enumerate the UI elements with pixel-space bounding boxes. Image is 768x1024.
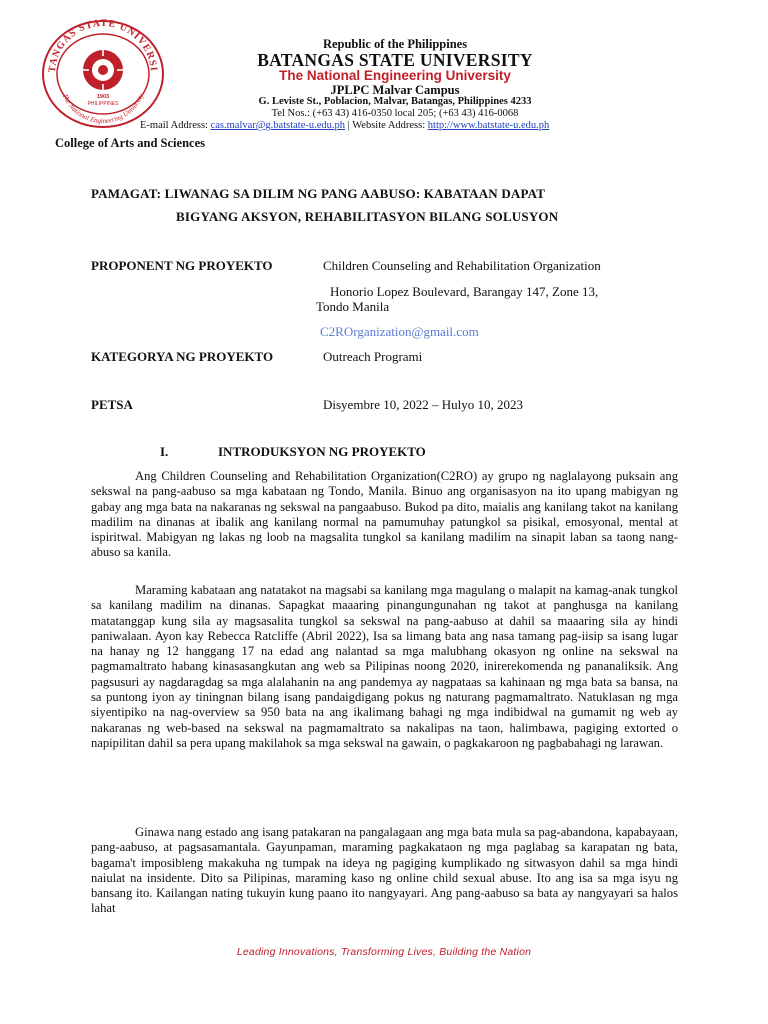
section-title: INTRODUKSYON NG PROYEKTO: [218, 444, 426, 459]
college-name: College of Arts and Sciences: [55, 136, 205, 150]
address-line-1: Honorio Lopez Boulevard, Barangay 147, Zone 13,: [330, 284, 599, 299]
section-number: I.: [160, 444, 169, 459]
petsa-label: PETSA: [91, 397, 133, 412]
website-label: | Website Address:: [345, 120, 428, 131]
contact-line: [140, 120, 549, 131]
seal-bottom-text: The National Engineering University: [60, 92, 146, 126]
university-seal: [38, 18, 168, 130]
kategorya-label: KATEGORYA NG PROYEKTO: [91, 349, 274, 364]
paragraph-2: Maraming kabataan ang natatakot na magsabi sa kanilang mga magulang o malapit na kamag-anak tungkol sa kanilang madilim na dinanas. Sapagkat maaaring pinangungunahan ng takot at panghusga na kanilang matatanggap kung sila ay magsasalita tungkol sa sekswal na pang-aabuso at dahil sa maaaring sila ay hindi paniwalaan. Ayon kay Rebecca Ratcliffe (Abril 2022), Isa sa limang bata ang nasa tamang pag-iisip sa isang lugar na hanay ng 12 hanggang 17 na edad ang nalantad sa mga malubhang okasyon ng online na sekswal na pagmamaltrato habang kinasasangkutan ang web sa Pilipinas noong 2020, inirerekomenda ng pananaliksik. Ang pagsusuri ay nagdaragdag sa mga alalahanin na ang pandemya ay nagpataas sa kahinaan ng mga bata sa bansa, na sa puntong iyon ay tiningnan bilang isang pandaigdigang pokus ng naturang pagmamaltrato. Natuklasan ng mga siyentipiko na nag-overview sa 950 bata na ang ikalimang bahagi ng mga indibidwal na gumamit ng web ay nakaranas ng web-based na sekswal na pagmamaltrato sa nakalipas na taon, halimbawa, pagiging extorted o napipilitan dahil sa pera upang makilahok sa mga sekswal na gawain, o pagkakaroon ng pagbabahagi ng larawan.: [91, 583, 678, 750]
proponent-value: Children Counseling and Rehabilitation Organization: [323, 258, 601, 273]
footer-slogan: Leading Innovations, Transforming Lives, Building the Nation: [236, 946, 532, 958]
petsa-value: Disyembre 10, 2022 – Hulyo 10, 2023: [323, 397, 524, 412]
university-name: BATANGAS STATE UNIVERSITY: [257, 50, 533, 70]
republic-line: Republic of the Philippines: [322, 37, 468, 51]
campus-name: JPLPC Malvar Campus: [330, 83, 460, 97]
paragraph-3: Ginawa nang estado ang isang patakaran na pangalagaan ang mga bata mula sa pag-abandona, kapabayaan, pang-aabuso, at pagsasamantala. Gayunpaman, maraming pagkakataon ng mga paglabag sa karapatan ng bata, bagama't imposibleng makakuha ng tumpak na ideya ng pagiging kumplikado ng sitwasyon dahil sa mga hindi naiulat na insidente. Dito sa Pilipinas, maraming kaso ng online child sexual abuse. Ito ang isa sa mga isyu ng bansang ito. Kailangan nating tukuyin kung paano ito nangyayari. Ang pang-aabuso sa bata ay nangyayari sa halos lahat: [91, 825, 678, 916]
university-tagline: The National Engineering University: [279, 68, 511, 83]
organization-email[interactable]: C2ROrganization@gmail.com: [320, 324, 479, 339]
seal-year: 1903: [96, 94, 110, 100]
kategorya-value: Outreach Programi: [323, 349, 423, 364]
telephone-numbers: Tel Nos.: (+63 43) 416-0350 local 205; (+63 43) 416-0068: [271, 108, 519, 119]
proponent-label: PROPONENT NG PROYEKTO: [91, 258, 273, 273]
email-link[interactable]: cas.malvar@g.batstate-u.edu.ph: [210, 120, 346, 131]
address-line-2: Tondo Manila: [316, 299, 390, 314]
paragraph-1: Ang Children Counseling and Rehabilitation Organization(C2RO) ay grupo ng naglalayong puksain ang sekswal na pang-aabuso sa mga kabataan ng Tondo, Manila. Binuo ang organisasyon na ito upang mabigyan ng gabay ang mga bata na nakaranas ng sekswal na pangaabuso. Bukod pa dito, maialis ang kanilang takot na kanilang madilim na dinanas at ibalik ang kanilang normal na pamumuhay patungkol sa pisikal, emosyonal, mental at ispiritwal. Mabigyan ng lakas ng loob na magsalita tungkol sa kanilang madilim na sinapit laban sa taong nang-abuso sa kanila.: [91, 469, 678, 560]
campus-address: G. Leviste St., Poblacion, Malvar, Batangas, Philippines 4233: [258, 96, 532, 107]
seal-country: PHILIPPINES: [87, 101, 119, 107]
website-link[interactable]: http://www.batstate-u.edu.ph: [427, 120, 550, 131]
seal-ring-text: TANGAS STATE UNIVERSI: [46, 18, 159, 74]
title-line-2: BIGYANG AKSYON, REHABILITASYON BILANG SOLUSYON: [176, 209, 559, 224]
title-line-1: PAMAGAT: LIWANAG SA DILIM NG PANG AABUSO: KABATAAN DAPAT: [91, 186, 546, 201]
email-label: E-mail Address:: [140, 120, 211, 131]
